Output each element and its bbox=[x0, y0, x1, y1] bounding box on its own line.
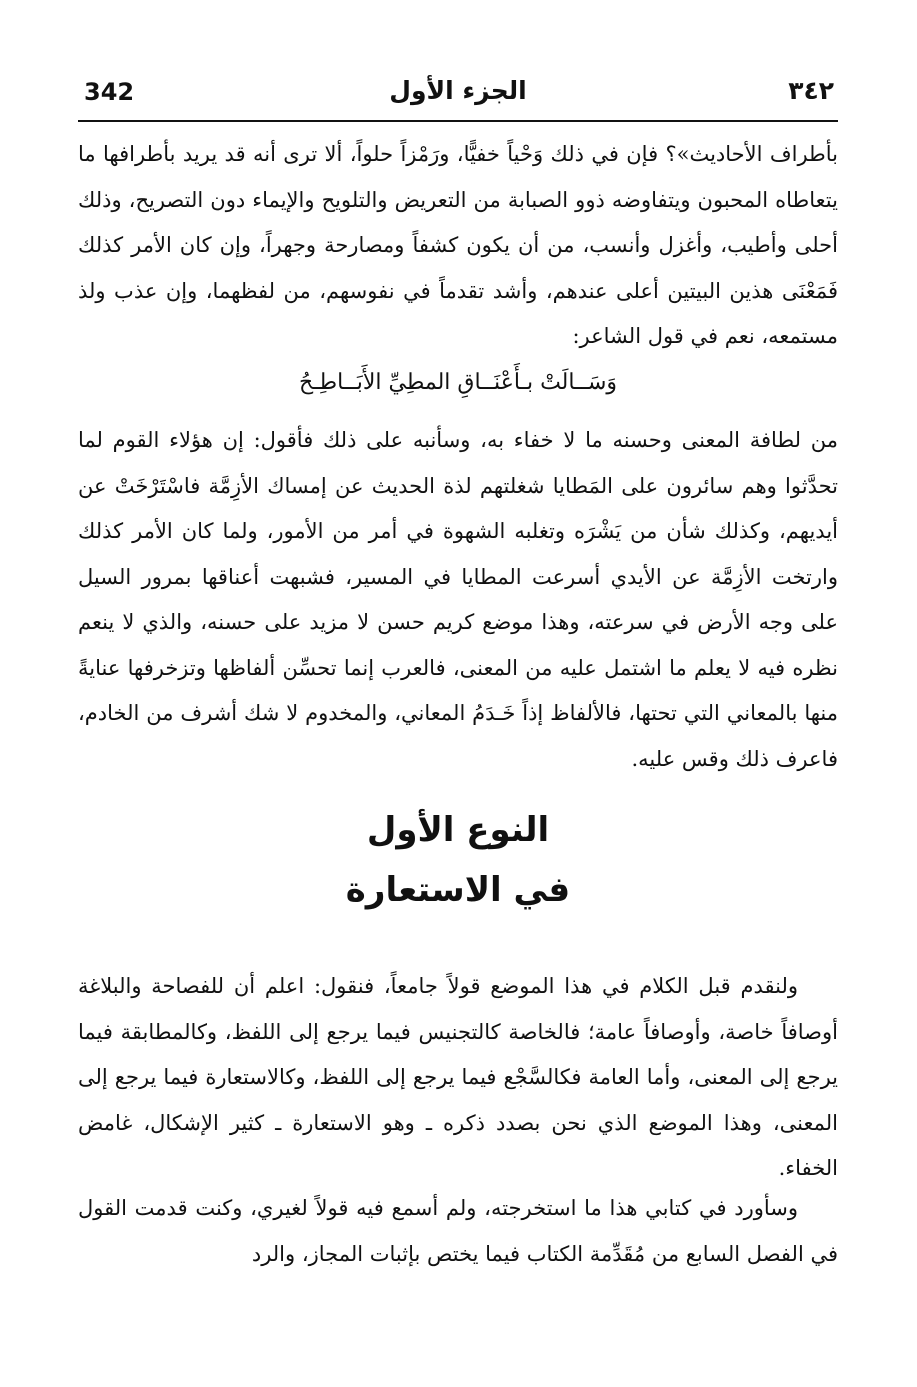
paragraph-4 bbox=[78, 1186, 838, 1277]
poetry-verse: وَسَــالَتْ بـأَعْنَــاقِ المطِيِّ الأَبَــاطِـحُ bbox=[298, 370, 618, 395]
section-title-line-2: في الاستعارة bbox=[345, 870, 571, 910]
section-title-line-1: النوع الأول bbox=[366, 810, 550, 850]
page-number-latin: 342 bbox=[84, 78, 135, 106]
paragraph-1-text: بأطراف الأحاديث»؟ فإن في ذلك وَحْياً خفيًّا، ورَمْزاً حلواً، ألا ترى أنه قد يريد بأطرافها ما يتعاطاه المحبون ويتفاوضه ذوو الصبابة من التعريض والتلويح والإيماء دون التصريح، وذلك أحلى وأطيب، وأغزل وأنسب، من أن يكون كشفاً ومصارحة وجهراً، وإن كان الأمر كذلك فَمَعْنَى هذين البيتين أعلى عندهم، وأشد تقدماً في نفوسهم، من لفظهما، وإن عذب ولذ مستمعه، نعم في قول الشاعر: bbox=[78, 142, 838, 348]
paragraph-1 bbox=[78, 132, 838, 360]
paragraph-3-text: ولنقدم قبل الكلام في هذا الموضع قولاً جامعاً، فنقول: اعلم أن للفصاحة والبلاغة أوصافاً خاصة، وأوصافاً عامة؛ فالخاصة كالتجنيس فيما يرجع إلى اللفظ، وكالمطابقة فيما يرجع إلى المعنى، وأما العامة فكالسَّجْع فيما يرجع إلى اللفظ، وكالاستعارة فيما يرجع إلى المعنى، وهذا الموضع الذي نحن بصدد ذكره ـ وهو الاستعارة ـ كثير الإشكال، غامض الخفاء. bbox=[78, 974, 838, 1180]
paragraph-2-text: من لطافة المعنى وحسنه ما لا خفاء به، وسأنبه على ذلك فأقول: إن هؤلاء القوم لما تحدَّثوا وهم سائرون على المَطايا شغلتهم لذة الحديث عن إمساك الأزِمَّة فاسْتَرْخَتْ عن أيديهم، وكذلك شأن من يَشْرَه وتغلبه الشهوة في أمر من الأمور، ولما كان الأمر كذلك وارتخت الأزِمَّة عن الأيدي أسرعت المطايا في المسير، فشبهت أعناقها بمرور السيل على وجه الأرض في سرعته، وهذا موضع كريم حسن لا مزيد على حسنه، والذي لا ينعم نظره فيه لا يعلم ما اشتمل عليه من المعنى، فالعرب إنما تحسِّن ألفاظها وتزخرفها عنايةً منها بالمعاني التي تحتها، فالألفاظ إذاً خَـدَمُ المعاني، والمخدوم لا شك أشرف من الخادم، فاعرف ذلك وقس عليه. bbox=[78, 428, 838, 771]
paragraph-2 bbox=[78, 418, 838, 782]
page-header bbox=[78, 70, 838, 114]
header-rule bbox=[78, 120, 838, 122]
running-title: الجزء الأول bbox=[389, 76, 527, 105]
paragraph-3 bbox=[78, 964, 838, 1192]
page-number-arabic: ٣٤٢ bbox=[788, 76, 834, 105]
paragraph-4-text: وسأورد في كتابي هذا ما استخرجته، ولم أسمع فيه قولاً لغيري، وكنت قدمت القول في الفصل السابع من مُقَدِّمة الكتاب فيما يختص بإثبات المجاز، والرد bbox=[78, 1196, 838, 1266]
